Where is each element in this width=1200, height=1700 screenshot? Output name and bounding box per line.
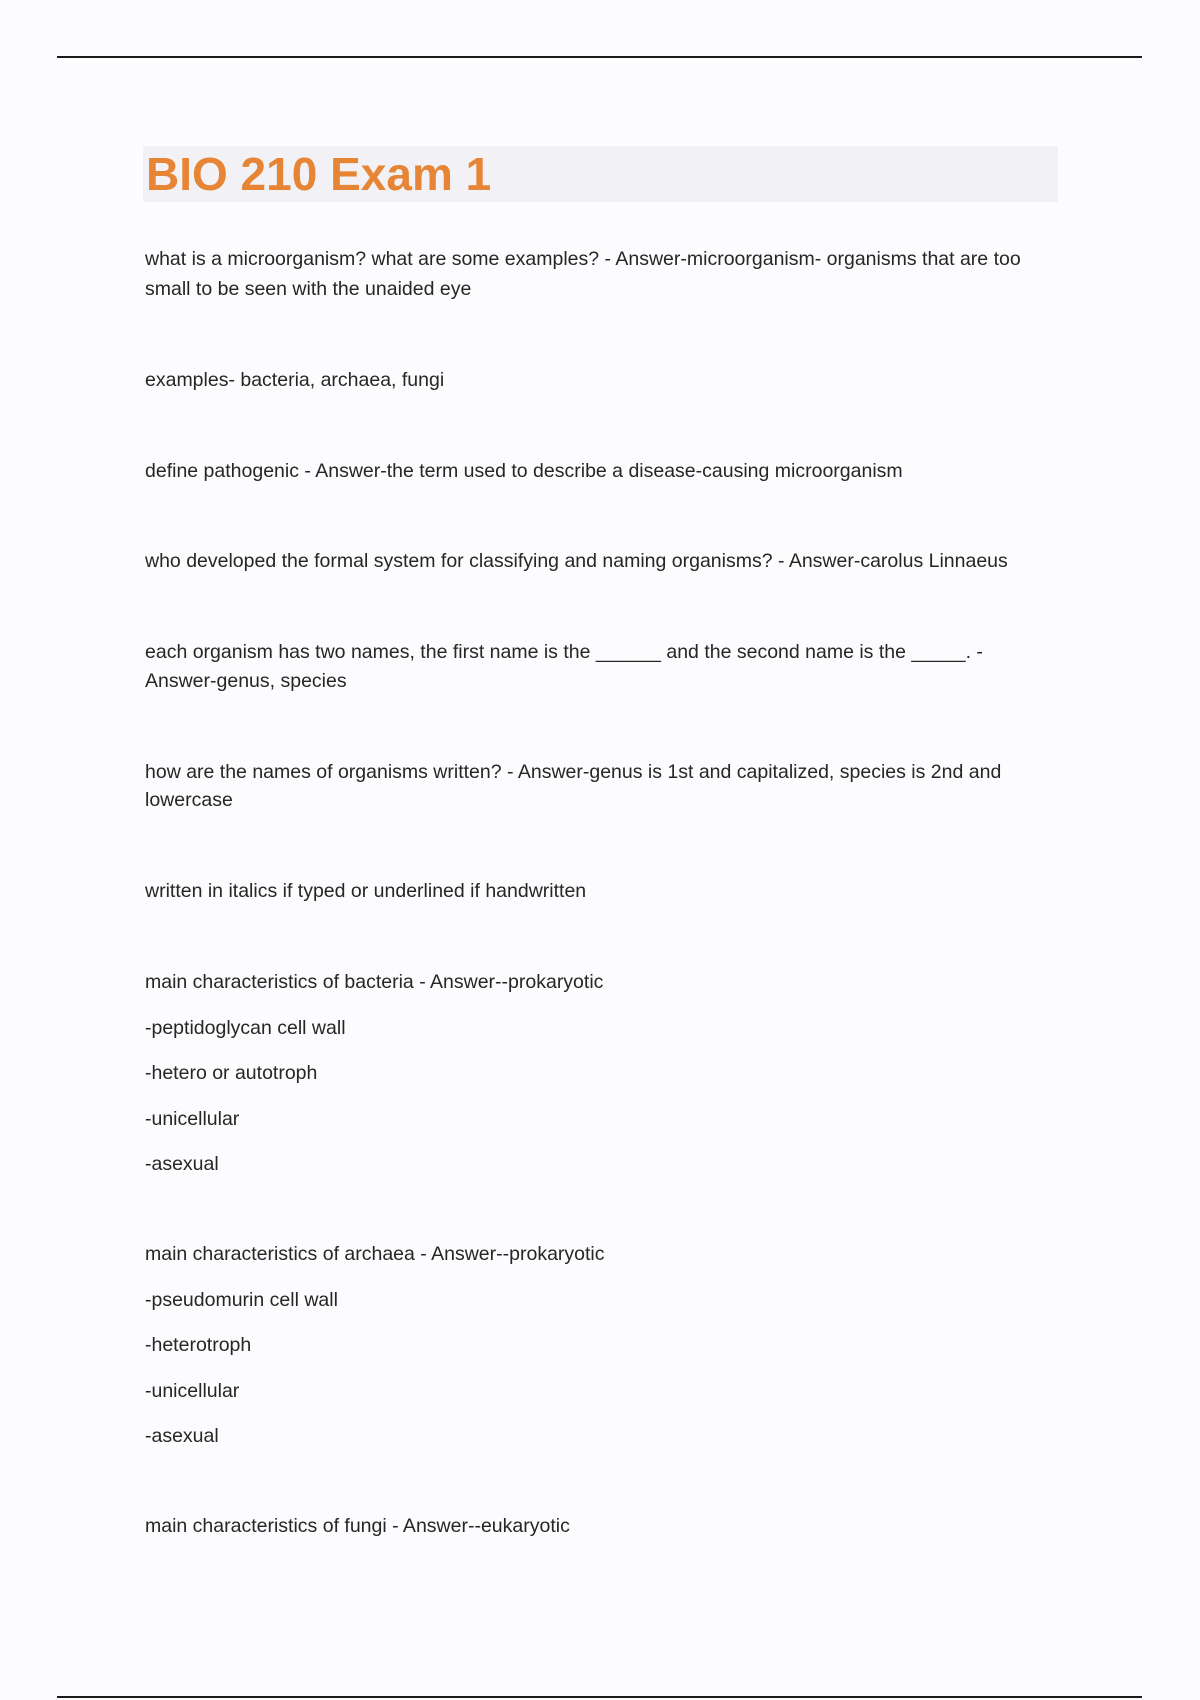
- text-line-q6: main characteristics of bacteria - Answer--prokaryotic: [145, 971, 604, 993]
- text-line-q5-cont: lowercase: [145, 789, 233, 811]
- text-line-italics: written in italics if typed or underlined if handwritten: [145, 880, 587, 902]
- list-item-archaea-1: -pseudomurin cell wall: [145, 1289, 338, 1311]
- text-line-q4: each organism has two names, the first name is the ______ and the second name is the _____. -: [145, 641, 983, 663]
- text-line-q5: how are the names of organisms written? - Answer-genus is 1st and capitalized, species is 2nd and: [145, 761, 1002, 783]
- text-line-examples: examples- bacteria, archaea, fungi: [145, 369, 445, 391]
- text-line-q4-cont: Answer-genus, species: [145, 670, 347, 692]
- list-item-archaea-3: -unicellular: [145, 1380, 240, 1402]
- text-line-q1: what is a microorganism? what are some examples? - Answer-microorganism- organisms that are too: [145, 248, 1021, 270]
- list-item-bacteria-2: -hetero or autotroph: [145, 1062, 318, 1084]
- list-item-bacteria-3: -unicellular: [145, 1108, 240, 1130]
- text-line-q2: define pathogenic - Answer-the term used to describe a disease-causing microorganism: [145, 460, 903, 482]
- list-item-archaea-2: -heterotroph: [145, 1334, 252, 1356]
- list-item-archaea-4: -asexual: [145, 1425, 219, 1447]
- list-item-bacteria-1: -peptidoglycan cell wall: [145, 1017, 346, 1039]
- text-line-q8: main characteristics of fungi - Answer--eukaryotic: [145, 1515, 570, 1537]
- top-rule: [57, 56, 1142, 58]
- document-title: BIO 210 Exam 1: [146, 148, 492, 200]
- text-line-q7: main characteristics of archaea - Answer--prokaryotic: [145, 1243, 605, 1265]
- text-line-q1-cont: small to be seen with the unaided eye: [145, 278, 472, 300]
- text-line-q3: who developed the formal system for classifying and naming organisms? - Answer-carolus Linnaeus: [145, 550, 1008, 572]
- bottom-rule: [57, 1696, 1142, 1698]
- list-item-bacteria-4: -asexual: [145, 1153, 219, 1175]
